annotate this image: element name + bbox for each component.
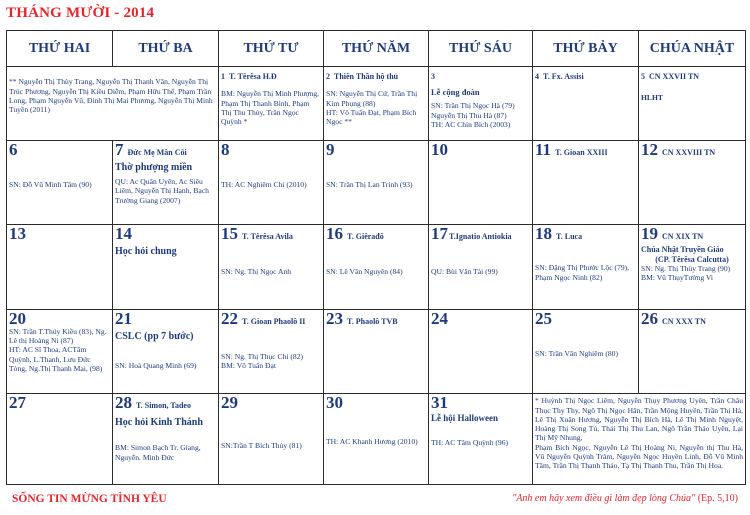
day-feast: CN XXX TN [662,316,706,326]
cell-line: SN: Lê Văn Nguyên (84) [326,267,403,277]
cell-line: QU: Ac Quân Uyên, Ac Siêu Liêm, Nguyễn Thị Hạnh, Bạch Trường Giang (2007) [115,177,209,205]
day-feast: T. Simon, Tadeo [136,401,191,411]
day-cell-5[interactable] [639,67,746,141]
day-feast: T.Ignatio Antiokia [449,232,512,242]
cell-line: SN: Ng. Thị Thục Chi (82) [221,351,303,361]
day-cell-30[interactable] [324,394,429,485]
day-feast: CN XIX TN [662,232,704,242]
day-cell-2[interactable] [324,67,429,141]
day-number: 23 [326,309,343,328]
day-number: 27 [9,393,26,413]
day-feast: CN XXVII TN [649,72,700,82]
day-cell-16[interactable] [324,225,429,309]
calendar-grid [6,30,746,485]
day-cell-3[interactable] [429,67,533,141]
cell-line: (CP. Têrêsa Calcutta) [655,254,729,264]
cell-line: TH: AC Chín Bích (2003) [431,119,511,129]
day-number: 21 [115,309,132,328]
day-cell-24[interactable] [429,309,533,393]
cell-note: Phạm Bích Ngọc, Nguyễn Lê Thị Hoàng Ni, Nguyễn thị Thu Hà, Vũ Nguyễn Quỳnh Trâm, Nguyễn Ngọc Huyền Linh, Đỗ Vũ Minh Tâm, Trần Thị Thanh Thảo, Tạ Thị Thanh Thu, Trần Thị Hoa. [535,442,743,471]
cell-line: HT: Võ Tuấn Đạt, Phạm Bích Ngọc ** [326,107,417,127]
cell-line: SN: Trần T.Thúy Kiều (83), Ng. Lê thị Hoàng Ni (87) [9,326,107,346]
weekday-thu: THỨ NĂM [324,31,429,67]
day-feast: Đức Mẹ Mân Côi [127,148,187,158]
day-number: 25 [535,309,552,328]
cell-note: ** Nguyễn Thị Thùy Trang, Nguyễn Thị Thanh Vân, Nguyễn Thị Trúc Phương, Nguyễn Thị Kiều Diễm, Phạm Hữu Thể, Phạm Trần Long, Phạm Nguyễn Vũ, Đinh Thị Mai Phương, Nguyễn Thị Minh Tuyền (2011) [9,77,213,115]
day-number: 2 [326,72,330,82]
cell-line: TH: AC Khanh Hương (2010) [326,437,418,447]
day-cell-10[interactable] [429,141,533,225]
day-cell-13[interactable] [7,225,113,309]
day-number: 19 [641,224,658,244]
day-cell-22[interactable] [219,309,324,393]
week-row-1 [7,67,746,141]
day-cell-14[interactable] [113,225,219,309]
day-number: 28 [115,393,132,413]
day-number: 3 [431,72,435,82]
day-number: 5 [641,72,645,82]
day-cell-note-2 [533,394,746,485]
cell-line: HLHT [641,93,663,103]
footer-slogan: SỐNG TIN MỪNG TÌNH YÊU [12,493,167,505]
cell-line: HT: AC Sĩ Thoa, ACTâm Quỳnh, L.Thanh, Lưu Đức Tòng, Ng.Thị Thanh Mai, (98) [9,345,103,374]
cell-note: * Huỳnh Thị Ngọc Liêm, Nguyễn Thụy Phương Uyên, Trần Châu Thục Thy Thy, Ngô Thị Ngọc Hân, Trần Mộng Huyền, Trần Thị Hà, Lê Thị Xuân Hương, Nguyễn Thị Bích Hà, Lê Thị Minh Nguyệt, Hoàng Thị Song Tú, Thái Thị Thu Lan, Ngô Trần Thảo Uyên, Lại Thị Mỹ Nhung, [535,396,743,443]
cell-line: Chúa Nhật Truyền Giáo [641,245,724,255]
weekday-fri: THỨ SÁU [429,31,533,67]
day-number: 22 [221,309,238,328]
cell-line: BM: Simon Bạch Tr. Giang, Nguyễn. Minh Đức [115,443,201,462]
cell-line: SN: Ng. Thị Ngọc Anh [221,267,292,277]
week-row-3 [7,225,746,309]
cell-line: SN: Trần Thị Lan Trinh (93) [326,180,413,190]
cell-line: BM: Võ Tuấn Đạt [221,361,276,371]
footer-quote-ref: (Ep. 5,10) [697,493,738,504]
day-cell-18[interactable] [533,225,639,309]
day-number: 18 [535,224,552,244]
cell-line: SN: Hoà Quang Minh (69) [115,360,197,370]
weekday-tue: THỨ BA [113,31,219,67]
day-feast: T. Phaolô TVB [347,316,398,326]
day-number: 11 [535,140,552,160]
footer-quote-text: "Anh em hãy xem điều gì làm đẹp lòng Chúa" [512,493,696,504]
weekday-mon: THỨ HAI [7,31,113,67]
cell-line: QU: Bùi Văn Tài (99) [431,267,498,277]
day-cell-25[interactable] [533,309,639,393]
day-cell-9[interactable] [324,141,429,225]
weekday-sun: CHÚA NHẬT [639,31,746,67]
day-feast: T. Têrêsa H.Đ [229,72,277,82]
day-number: 4 [535,72,539,82]
day-number: 29 [221,393,238,413]
day-cell-17[interactable] [429,225,533,309]
cell-line: SN: Trần Văn Nghiêm (80) [535,348,618,358]
day-number: 1 [221,72,225,82]
day-feast: T. Giêrađô [347,232,384,242]
day-number: 12 [641,140,658,160]
cell-line: TH: AC Tâm Quỳnh (96) [431,438,509,448]
day-number: 24 [431,309,448,328]
week-row-2 [7,141,746,225]
cell-line: BM: Nguyễn Thị Minh Phượng, Phạm Thị Thanh Bình, Phạm Thị Thu Thủy, Trần Ngọc Quỳnh * [221,89,320,127]
weekday-sat: THỨ BẢY [533,31,639,67]
day-event: CSLC (pp 7 bước) [115,330,194,342]
day-number: 14 [115,224,132,244]
day-cell-23[interactable] [324,309,429,393]
day-feast: T. Têrêsa Avila [242,232,293,242]
day-event: Học hỏi chung [115,246,177,258]
day-event: Lễ hội Halloween [431,413,498,424]
cell-line: SN: Ng. Thị Thùy Trang (90) [641,264,731,274]
cell-line: SN: Nguyễn Thị Cứ, Trần Thị Kim Phụng (88) [326,89,418,108]
day-cell-4[interactable] [533,67,639,141]
day-feast: T. Luca [556,232,583,242]
day-number: 8 [221,140,230,160]
day-number: 10 [431,140,448,160]
day-feast: T. Fx. Assisi [543,72,584,82]
day-feast: Thiên Thần hộ thủ [334,72,399,82]
day-number: 9 [326,140,335,160]
day-cell-27[interactable] [7,394,113,485]
day-cell-note [7,67,219,141]
day-number: 15 [221,224,238,244]
day-cell-15[interactable] [219,225,324,309]
day-event: Lễ cộng đoàn [431,87,480,98]
weekday-wed: THỨ TƯ [219,31,324,67]
day-feast: T. Gioan XXIII [555,148,608,158]
cell-line: SN:Trần T Bích Thủy (81) [221,441,302,451]
day-number: 26 [641,309,658,328]
day-cell-28[interactable] [113,394,219,485]
day-feast: CN XXVIII TN [662,148,716,158]
cell-line: TH: AC Nghiêm Chi (2010) [221,180,307,190]
day-number: 13 [9,224,26,244]
cell-line: SN: Đặng Thị Phước Lộc (79), Phạm Ngọc Ninh (82) [535,263,630,282]
day-cell-21[interactable] [113,309,219,393]
day-number: 20 [9,309,26,328]
day-cell-26[interactable] [639,309,746,393]
day-cell-6[interactable] [7,141,113,225]
cell-line: Nguyễn Thị Thu Hà (87) [431,110,507,120]
cell-line: SN: Đỗ Vũ Minh Tâm (90) [9,180,92,190]
day-cell-8[interactable] [219,141,324,225]
day-cell-19[interactable] [639,225,746,309]
day-event: Thờ phượng miền [115,162,193,174]
day-cell-12[interactable] [639,141,746,225]
day-cell-31[interactable] [429,394,533,485]
day-cell-20[interactable] [7,309,113,393]
day-feast: T. Gioan Phaolô II [242,316,306,326]
day-cell-11[interactable] [533,141,639,225]
day-cell-1[interactable] [219,67,324,141]
week-row-5 [7,394,746,485]
footer-quote [512,493,738,504]
day-number: 16 [326,224,343,244]
cell-line: SN: Trần Thị Ngọc Hà (79) [431,101,515,111]
day-cell-29[interactable] [219,394,324,485]
page-title: THÁNG MƯỜI - 2014 [6,5,155,21]
day-cell-7[interactable] [113,141,219,225]
day-number: 7 [115,140,124,160]
cell-line: BM: Vũ ThụyTường Vi [641,273,714,283]
day-number: 31 [431,393,448,413]
day-number: 30 [326,393,343,413]
day-number: 17 [431,224,448,244]
week-row-4 [7,309,746,393]
day-number: 6 [9,140,18,160]
weekday-header-row [7,31,746,67]
day-event: Học hỏi Kinh Thánh [115,417,203,429]
